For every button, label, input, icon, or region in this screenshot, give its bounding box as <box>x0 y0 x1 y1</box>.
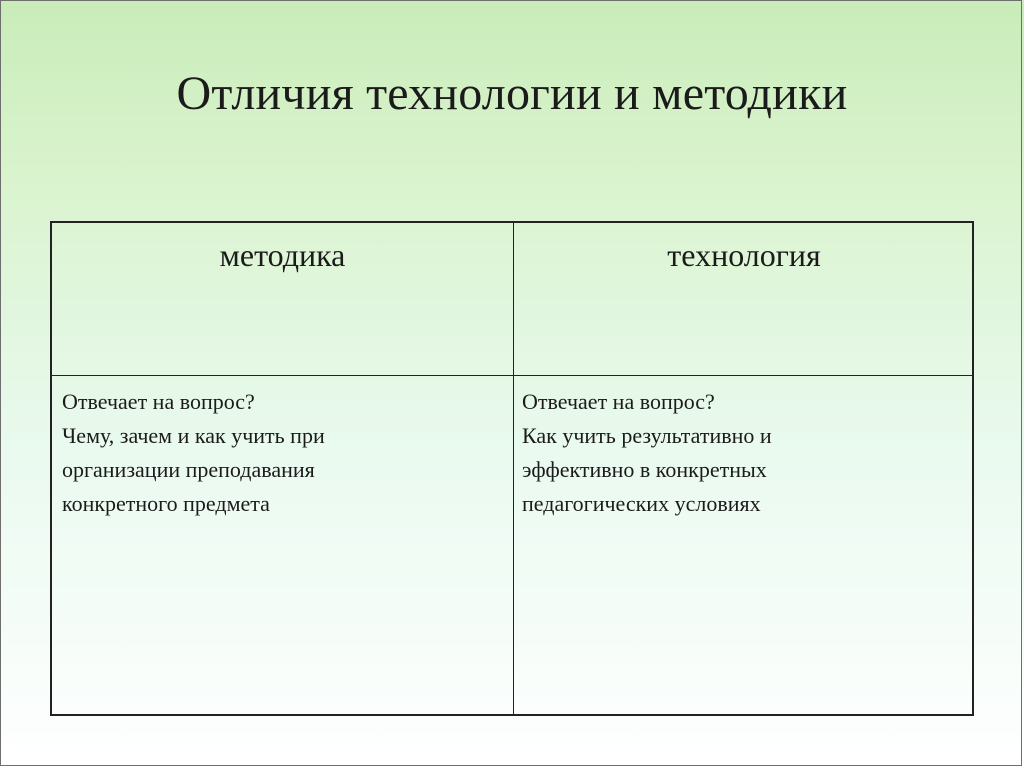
cell-line: Чему, зачем и как учить при <box>62 423 325 448</box>
header-methodology: методика <box>219 237 346 273</box>
cell-line: эффективно в конкретных <box>522 457 767 482</box>
cell-methodology-description <box>62 385 502 521</box>
cell-line: Отвечает на вопрос? <box>62 389 255 414</box>
cell-technology-description <box>522 385 962 521</box>
cell-line: организации преподавания <box>62 457 315 482</box>
row-divider <box>52 375 972 376</box>
comparison-table <box>50 221 974 716</box>
cell-line: конкретного предмета <box>62 491 270 516</box>
cell-line: Отвечает на вопрос? <box>522 389 715 414</box>
slide-title: Отличия технологии и методики <box>176 67 848 120</box>
header-technology: технология <box>667 237 821 273</box>
column-divider <box>513 223 514 714</box>
cell-line: педагогических условиях <box>522 491 761 516</box>
cell-line: Как учить результативно и <box>522 423 772 448</box>
